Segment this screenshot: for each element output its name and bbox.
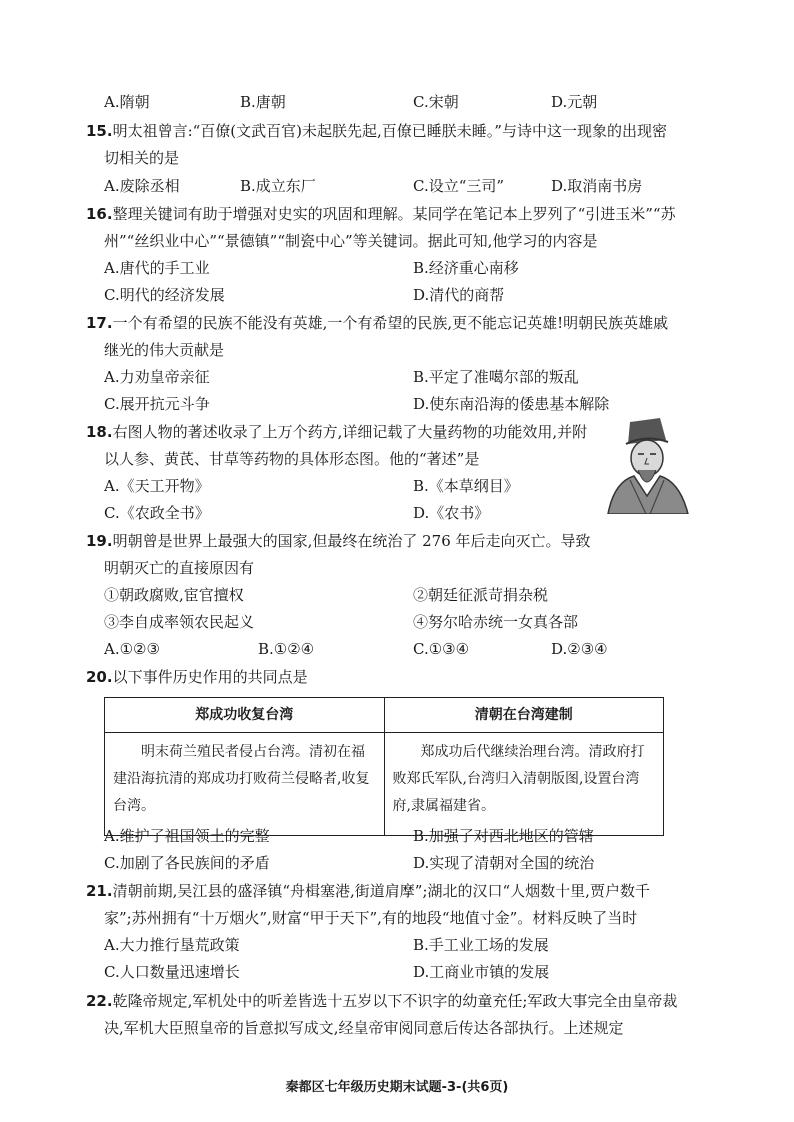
q20-table-cell-2: 郑成功后代继续治理台湾。清政府打败郑氏军队,台湾归入清朝版图,设置台湾府,隶属福建省。 [384, 733, 664, 836]
q16-stem-line-1: 16.整理关键词有助于增强对史实的巩固和理解。某同学在笔记本上罗列了“引进玉米”“苏 [86, 205, 676, 223]
q20-option-b: B.加强了对西北地区的管辖 [413, 827, 594, 845]
q21-option-c: C.人口数量迅速增长 [104, 963, 240, 981]
q16-stem-line-2: 州”“丝织业中心”“景德镇”“制瓷中心”等关键词。据此可知,他学习的内容是 [104, 232, 598, 250]
q21-option-d: D.工商业市镇的发展 [413, 963, 550, 981]
q21-stem-line-1: 21.清朝前期,吴江县的盛泽镇“舟楫塞港,街道肩摩”;湖北的汉口“人烟数十里,贾户数千 [86, 882, 650, 900]
q19-item-2: ②朝廷征派苛捐杂税 [413, 586, 549, 604]
q19-option-c: C.①③④ [413, 640, 470, 658]
q22-stem-line-2: 决,军机大臣照皇帝的旨意拟写成文,经皇帝审阅同意后传达各部执行。上述规定 [104, 1019, 624, 1037]
q14-option-d: D.元朝 [551, 93, 598, 111]
q16-number: 16. [86, 205, 113, 223]
q20-table-header-2: 清朝在台湾建制 [384, 698, 664, 733]
q15-number: 15. [86, 122, 113, 140]
q16-option-b: B.经济重心南移 [413, 259, 519, 277]
q20-table [104, 697, 664, 836]
q17-number: 17. [86, 314, 113, 332]
q19-option-b: B.①②④ [258, 640, 315, 658]
q14-option-a: A.隋朝 [104, 93, 150, 111]
q20-option-c: C.加剧了各民族间的矛盾 [104, 854, 270, 872]
q16-option-a: A.唐代的手工业 [104, 259, 210, 277]
q20-table-header-1: 郑成功收复台湾 [105, 698, 385, 733]
q18-option-c: C.《农政全书》 [104, 504, 210, 522]
page-footer: 秦都区七年级历史期末试题-3-(共6页) [285, 1080, 509, 1095]
q17-option-c: C.展开抗元斗争 [104, 395, 210, 413]
q20-option-d: D.实现了清朝对全国的统治 [413, 854, 595, 872]
q21-option-b: B.手工业工场的发展 [413, 936, 549, 954]
q15-option-d: D.取消南书房 [551, 177, 643, 195]
q17-stem-line-1: 17.一个有希望的民族不能没有英雄,一个有希望的民族,更不能忘记英雄!明朝民族英雄戚 [86, 314, 669, 332]
q15-option-c: C.设立“三司” [413, 177, 505, 195]
q20-table-cell-1: 明末荷兰殖民者侵占台湾。清初在福建沿海抗清的郑成功打败荷兰侵略者,收复台湾。 [105, 733, 385, 836]
q18-option-d: D.《农书》 [413, 504, 490, 522]
q18-number: 18. [86, 423, 113, 441]
q18-stem-line-2: 以人参、黄芪、甘草等药物的具体形态图。他的“著述”是 [104, 450, 480, 468]
q14-option-c: C.宋朝 [413, 93, 459, 111]
q16-option-c: C.明代的经济发展 [104, 286, 225, 304]
q18-option-a: A.《天工开物》 [104, 477, 210, 495]
q19-option-d: D.②③④ [551, 640, 608, 658]
q17-stem-line-2: 继光的伟大贡献是 [104, 341, 225, 359]
q19-item-3: ③李自成率领农民起义 [104, 613, 255, 631]
q19-option-a: A.①②③ [104, 640, 160, 658]
q18-stem-line-1: 18.右图人物的著述收录了上万个药方,详细记载了大量药物的功能效用,并附 [86, 423, 588, 441]
q19-stem-line-2: 明朝灭亡的直接原因有 [104, 559, 255, 577]
q20-option-a: A.维护了祖国领土的完整 [104, 827, 270, 845]
q17-option-b: B.平定了准噶尔部的叛乱 [413, 368, 579, 386]
q22-number: 22. [86, 992, 113, 1010]
q19-number: 19. [86, 532, 113, 550]
q16-option-d: D.清代的商帮 [413, 286, 505, 304]
q20-stem: 20.以下事件历史作用的共同点是 [86, 668, 308, 686]
q21-option-a: A.大力推行垦荒政策 [104, 936, 240, 954]
q15-option-a: A.废除丞相 [104, 177, 180, 195]
q19-item-1: ①朝政腐败,宦官擅权 [104, 586, 244, 604]
q17-option-d: D.使东南沿海的倭患基本解除 [413, 395, 610, 413]
q15-stem-line-1: 15.明太祖曾言:“百僚(文武百官)未起朕先起,百僚已睡朕未睡。”与诗中这一现象的出现密 [86, 122, 667, 140]
q15-stem-line-2: 切相关的是 [104, 149, 180, 167]
li-shizhen-portrait-icon [600, 414, 692, 514]
q19-stem-line-1: 19.明朝曾是世界上最强大的国家,但最终在统治了 276 年后走向灭亡。导致 [86, 532, 591, 550]
q19-item-4: ④努尔哈赤统一女真各部 [413, 613, 579, 631]
q20-number: 20. [86, 668, 113, 686]
q21-number: 21. [86, 882, 113, 900]
q15-option-b: B.成立东厂 [240, 177, 316, 195]
q18-option-b: B.《本草纲目》 [413, 477, 519, 495]
q21-stem-line-2: 家”;苏州拥有“十万烟火”,财富“甲于天下”,有的地段“地值寸金”。材料反映了当时 [104, 909, 638, 927]
q14-option-b: B.唐朝 [240, 93, 286, 111]
q22-stem-line-1: 22.乾隆帝规定,军机处中的听差皆选十五岁以下不识字的幼童充任;军政大事完全由皇帝裁 [86, 992, 678, 1010]
q17-option-a: A.力劝皇帝亲征 [104, 368, 210, 386]
